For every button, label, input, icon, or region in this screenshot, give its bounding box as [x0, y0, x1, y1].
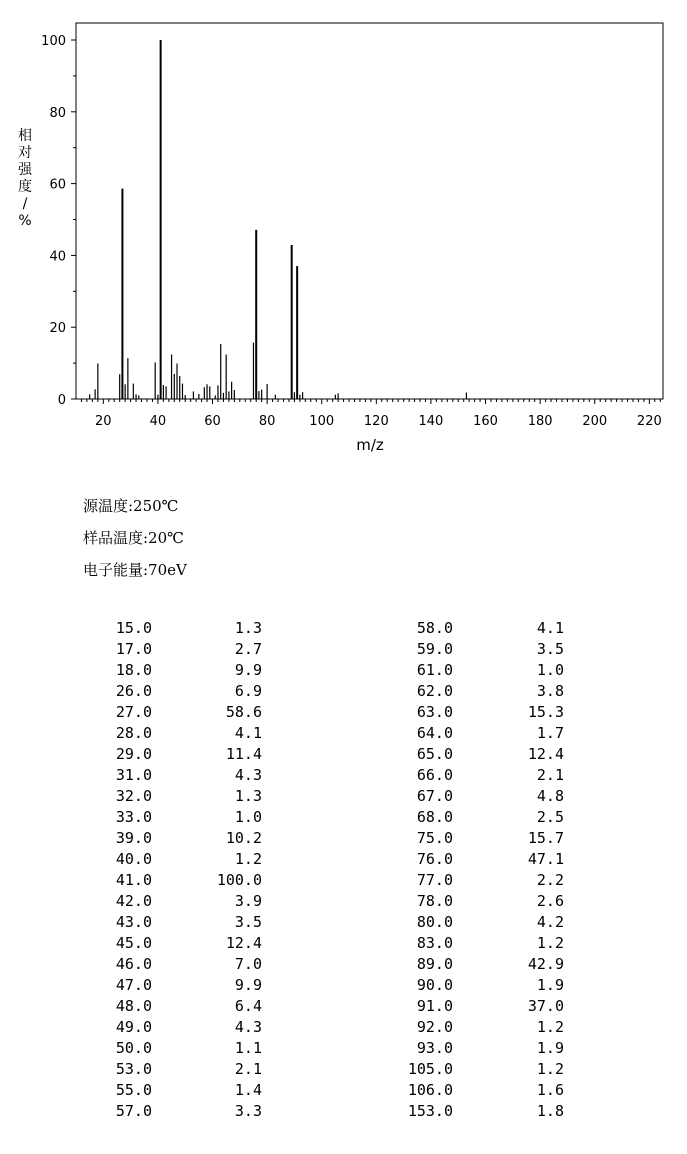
table-cell: 33.0 [115, 808, 152, 826]
y-axis-label-char: 强 [18, 162, 32, 178]
table-cell: 66.0 [416, 766, 453, 784]
table-cell: 6.4 [234, 997, 262, 1015]
table-cell: 45.0 [115, 934, 152, 952]
table-cell: 58.0 [416, 619, 453, 637]
table-cell: 10.2 [225, 829, 262, 847]
y-axis-label-char: / [22, 196, 28, 212]
y-tick-label: 60 [49, 177, 66, 193]
table-cell: 1.4 [234, 1081, 262, 1099]
table-cell: 1.3 [234, 619, 262, 637]
table-cell: 32.0 [115, 787, 152, 805]
y-axis-label-char: 度 [18, 179, 32, 195]
table-cell: 3.9 [234, 892, 262, 910]
table-cell: 12.4 [225, 934, 262, 952]
table-cell: 46.0 [115, 955, 152, 973]
table-cell: 80.0 [416, 913, 453, 931]
table-cell: 47.1 [527, 850, 564, 868]
x-tick-label: 220 [636, 414, 662, 429]
table-cell: 42.9 [527, 955, 564, 973]
table-cell: 4.1 [234, 724, 262, 742]
table-cell: 61.0 [416, 661, 453, 679]
x-tick-label: 100 [309, 414, 335, 429]
table-cell: 1.1 [234, 1039, 262, 1057]
table-cell: 100.0 [216, 871, 262, 889]
x-tick-label: 200 [582, 414, 608, 429]
x-tick-label: 40 [149, 414, 167, 429]
y-axis-label-char: % [18, 213, 32, 229]
table-cell: 50.0 [115, 1039, 152, 1057]
table-cell: 37.0 [527, 997, 564, 1015]
table-cell: 3.3 [234, 1102, 262, 1120]
left-intensity-column [195, 618, 262, 1122]
table-cell: 1.8 [536, 1102, 564, 1120]
table-cell: 93.0 [416, 1039, 453, 1057]
table-cell: 55.0 [115, 1081, 152, 1099]
table-cell: 62.0 [416, 682, 453, 700]
y-tick-label: 100 [41, 34, 66, 49]
table-cell: 67.0 [416, 787, 453, 805]
right-intensity-column [500, 618, 564, 1122]
table-cell: 58.6 [225, 703, 262, 721]
table-cell: 92.0 [416, 1018, 453, 1036]
table-cell: 2.1 [234, 1060, 262, 1078]
table-cell: 28.0 [115, 724, 152, 742]
electron-energy: 电子能量:70eV [83, 561, 187, 579]
table-cell: 1.3 [234, 787, 262, 805]
table-cell: 18.0 [115, 661, 152, 679]
table-cell: 83.0 [416, 934, 453, 952]
table-cell: 15.0 [115, 619, 152, 637]
table-cell: 48.0 [115, 997, 152, 1015]
table-cell: 1.9 [536, 1039, 564, 1057]
y-tick-label: 20 [49, 321, 66, 337]
left-mz-column [90, 618, 152, 1122]
table-cell: 1.0 [536, 661, 564, 679]
x-tick-label: 80 [258, 414, 276, 429]
table-cell: 2.5 [536, 808, 564, 826]
table-cell: 43.0 [115, 913, 152, 931]
table-cell: 2.1 [536, 766, 564, 784]
table-cell: 76.0 [416, 850, 453, 868]
x-tick-label: 120 [363, 414, 389, 429]
sample-temperature: 样品温度:20℃ [83, 529, 184, 547]
table-cell: 1.0 [234, 808, 262, 826]
table-cell: 4.3 [234, 1018, 262, 1036]
table-cell: 63.0 [416, 703, 453, 721]
table-cell: 26.0 [115, 682, 152, 700]
table-cell: 1.6 [536, 1081, 564, 1099]
table-cell: 41.0 [115, 871, 152, 889]
x-tick-label: 160 [473, 414, 498, 429]
table-cell: 89.0 [416, 955, 453, 973]
x-tick-label: 180 [527, 414, 553, 429]
table-cell: 75.0 [416, 829, 453, 847]
x-axis-label: m/z [356, 436, 384, 454]
table-cell: 3.5 [234, 913, 262, 931]
table-cell: 39.0 [115, 829, 152, 847]
source-temperature: 源温度:250℃ [83, 497, 179, 515]
table-cell: 6.9 [234, 682, 262, 700]
table-cell: 1.2 [536, 934, 564, 952]
table-cell: 15.7 [527, 829, 564, 847]
table-cell: 15.3 [527, 703, 564, 721]
table-cell: 65.0 [416, 745, 453, 763]
table-cell: 9.9 [234, 976, 262, 994]
table-cell: 3.8 [536, 682, 564, 700]
y-axis-label [18, 127, 33, 229]
table-cell: 153.0 [407, 1102, 453, 1120]
table-cell: 105.0 [407, 1060, 453, 1078]
y-tick-label: 40 [49, 249, 66, 265]
table-cell: 1.7 [536, 724, 564, 742]
spectrum-peaks [90, 40, 467, 399]
y-axis-label-char: 相 [18, 128, 32, 144]
table-cell: 4.8 [536, 787, 564, 805]
table-cell: 9.9 [234, 661, 262, 679]
table-cell: 4.3 [234, 766, 262, 784]
table-cell: 53.0 [115, 1060, 152, 1078]
table-cell: 31.0 [115, 766, 152, 784]
x-tick-label: 140 [418, 414, 444, 429]
mass-spectrum-chart [0, 0, 687, 470]
table-cell: 4.2 [536, 913, 564, 931]
table-cell: 11.4 [225, 745, 262, 763]
table-cell: 77.0 [416, 871, 453, 889]
table-cell: 1.9 [536, 976, 564, 994]
table-cell: 3.5 [536, 640, 564, 658]
table-cell: 78.0 [416, 892, 453, 910]
y-tick-label: 80 [49, 105, 66, 121]
table-cell: 1.2 [536, 1060, 564, 1078]
table-cell: 29.0 [115, 745, 152, 763]
table-cell: 12.4 [527, 745, 564, 763]
table-cell: 2.6 [536, 892, 564, 910]
table-cell: 1.2 [234, 850, 262, 868]
plot-frame [76, 23, 663, 399]
table-cell: 106.0 [407, 1081, 453, 1099]
y-axis-label-char: 对 [18, 145, 32, 161]
x-tick-label: 60 [204, 414, 221, 429]
table-cell: 64.0 [416, 724, 453, 742]
right-mz-column [385, 618, 453, 1122]
y-tick-label: 0 [57, 393, 66, 408]
table-cell: 90.0 [416, 976, 453, 994]
table-cell: 57.0 [115, 1102, 152, 1120]
table-cell: 17.0 [115, 640, 152, 658]
x-tick-label: 20 [95, 414, 112, 429]
table-cell: 1.2 [536, 1018, 564, 1036]
table-cell: 27.0 [115, 703, 152, 721]
table-cell: 2.2 [536, 871, 564, 889]
table-cell: 2.7 [234, 640, 262, 658]
table-cell: 40.0 [115, 850, 152, 868]
table-cell: 59.0 [416, 640, 453, 658]
table-cell: 68.0 [416, 808, 453, 826]
table-cell: 49.0 [115, 1018, 152, 1036]
table-cell: 47.0 [115, 976, 152, 994]
axis-ticks [71, 40, 660, 404]
tick-labels [41, 34, 662, 429]
table-cell: 42.0 [115, 892, 152, 910]
table-cell: 7.0 [234, 955, 262, 973]
table-cell: 4.1 [536, 619, 564, 637]
table-cell: 91.0 [416, 997, 453, 1015]
